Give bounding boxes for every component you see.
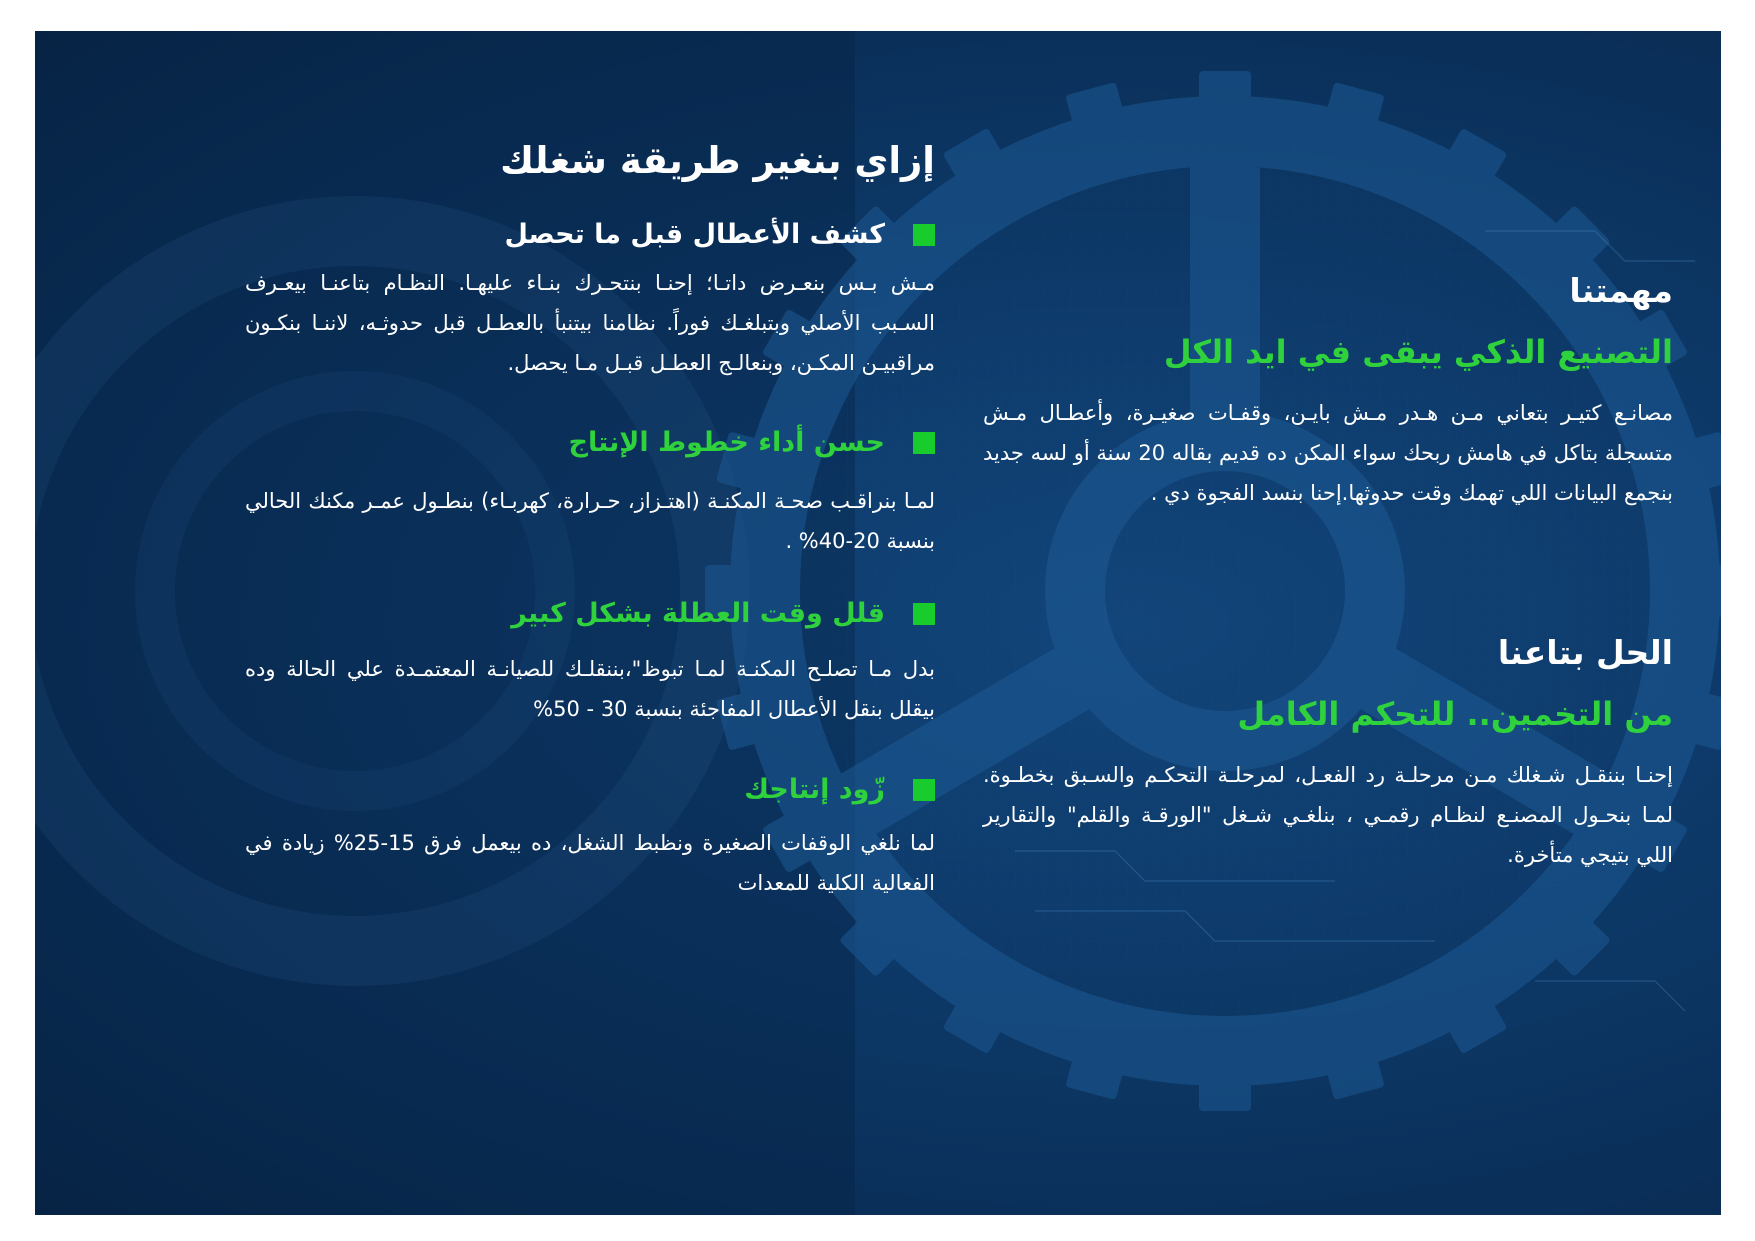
mission-text: مصانـع كتيـر بتعاني مـن هـدر مـش بايـن، وقفـات صغيـرة، وأعطـال مـش متسجلة بتاكل في هامش ربحك سواء المكن ده قديم بقاله 20 سنة أو لسه جديد بنجمع البيانات اللي تهمك وقت حدوثها.إحنا بنسد الفجوة دي .	[983, 401, 1673, 505]
solution-label: الحل بتاعنا	[1497, 633, 1673, 672]
item-text: لما نلغي الوقفات الصغيرة ونظبط الشغل، ده بيعمل فرق 15-25% زيادة في الفعالية الكلية للمعدات	[245, 831, 935, 895]
bullet-square-icon	[913, 603, 935, 625]
item-heading-row	[511, 598, 935, 629]
item-text: مـش بـس بنعـرض داتـا؛ إحنـا بنتحـرك بنـاء عليهـا. النظـام بتاعنـا بيعـرف السـبب الأصلي وبتبلغـك فوراً. نظامنا بيتنبأ بالعطـل قبل حدوثـه، لاننـا بنكـون مراقبيـن المكـن، وبنعالـج العطـل قبـل مـا يحصل.	[245, 271, 935, 375]
item-heading: قلل وقت العطلة بشكل كبير	[511, 598, 885, 629]
bullet-square-icon	[913, 779, 935, 801]
bullet-square-icon	[913, 432, 935, 454]
mission-headline: التصنيع الذكي يبقى في ايد الكل	[1163, 333, 1673, 371]
item-text: لمـا بنراقـب صحـة المكنـة (اهتـزاز، حـرارة، كهربـاء) بنطـول عمـر مكنك الحالي بنسبة 20-40% .	[245, 489, 935, 553]
item-heading: حسن أداء خطوط الإنتاج	[568, 427, 885, 458]
solution-headline: من التخمين.. للتحكم الكامل	[1237, 695, 1673, 733]
brochure-page	[35, 31, 1721, 1215]
item-heading: زّود إنتاجك	[744, 774, 885, 805]
item-heading-row	[504, 219, 935, 250]
item-heading-row	[744, 774, 935, 805]
mission-label: مهمتنا	[1569, 271, 1673, 310]
solution-text: إحنـا بننقـل شـغلك مـن مرحلـة رد الفعـل، لمرحلـة التحكـم والسـبق بخطـوة. لمـا بنحـول المصنـع لنظـام رقمـي ، بنلغـي شـغل "الورقـة والقلم" والتقارير اللي بتيجي متأخرة.	[983, 763, 1673, 867]
item-heading: كشف الأعطال قبل ما تحصل	[504, 219, 885, 250]
item-text: بدل مـا تصلـح المكنـة لمـا تبوظ"،بننقلـك للصيانـة المعتمـدة علي الحالة وده بيقلل بنقل الأعطال المفاجئة بنسبة 30 - 50%	[245, 657, 935, 721]
item-heading-row	[569, 427, 935, 458]
bullet-square-icon	[913, 224, 935, 246]
section-title: إزاي بنغير طريقة شغلك	[500, 139, 935, 182]
